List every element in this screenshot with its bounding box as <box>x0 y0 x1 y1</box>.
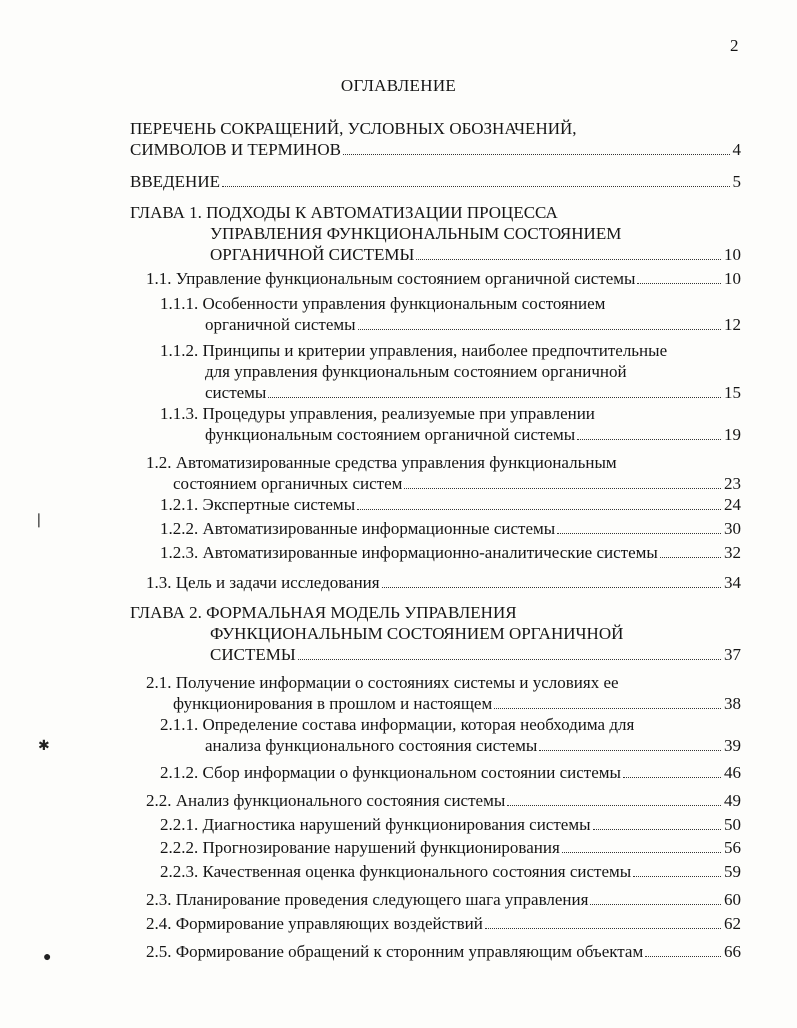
toc-page-number: 39 <box>724 736 741 755</box>
toc-entry-text: 2.1.2. Сбор информации о функциональном состоянии системы <box>160 763 621 782</box>
toc-entry-text: 1.1. Управление функциональным состоянием органичной системы <box>146 269 636 288</box>
scan-speck: ✱ <box>38 739 50 754</box>
toc-page-number: 12 <box>724 315 741 334</box>
toc-page-number: 38 <box>724 694 741 713</box>
dot-leader <box>590 903 721 905</box>
toc-page-number: 60 <box>724 890 741 909</box>
toc-entry[interactable] <box>210 244 741 265</box>
toc-entry-text: 2.1. Получение информации о состояниях системы и условиях ее <box>146 673 619 692</box>
toc-page-number: 59 <box>724 862 741 881</box>
toc-entry-text: ФУНКЦИОНАЛЬНЫМ СОСТОЯНИЕМ ОРГАНИЧНОЙ <box>210 624 624 643</box>
toc-entry-text: функциональным состоянием органичной системы <box>205 425 576 444</box>
toc-entry-text: ГЛАВА 1. ПОДХОДЫ К АВТОМАТИЗАЦИИ ПРОЦЕССА <box>130 203 558 222</box>
toc-page-number: 24 <box>724 495 741 514</box>
toc-entry-text: 2.2.3. Качественная оценка функционального состояния системы <box>160 862 632 881</box>
dot-leader <box>645 955 721 957</box>
toc-entry-text: 2.5. Формирование обращений к сторонним управляющим объектам <box>146 942 644 961</box>
toc-page-number: 10 <box>724 245 741 264</box>
toc-page-number: 32 <box>724 543 741 562</box>
toc-entry-text: 1.2.1. Экспертные системы <box>160 495 356 514</box>
toc-entry-text: ОРГАНИЧНОЙ СИСТЕМЫ <box>210 245 415 264</box>
toc-entry[interactable] <box>146 913 741 934</box>
toc-entry-text: 1.2.3. Автоматизированные информационно-аналитические системы <box>160 543 658 562</box>
toc-entry-text: СИСТЕМЫ <box>210 645 296 664</box>
toc-page-number: 56 <box>724 838 741 857</box>
dot-leader <box>357 508 721 510</box>
toc-entry[interactable] <box>146 941 741 962</box>
toc-entry-text: функционирования в прошлом и настоящем <box>173 694 493 713</box>
dot-leader <box>539 749 721 751</box>
toc-entry[interactable] <box>146 572 741 593</box>
toc-entry-text: ВВЕДЕНИЕ <box>130 172 220 191</box>
toc-page-number: 30 <box>724 519 741 538</box>
toc-entry-text: 2.2.1. Диагностика нарушений функционирования системы <box>160 815 591 834</box>
toc-entry-text: УПРАВЛЕНИЯ ФУНКЦИОНАЛЬНЫМ СОСТОЯНИЕМ <box>210 224 622 243</box>
toc-entry-text: ГЛАВА 2. ФОРМАЛЬНАЯ МОДЕЛЬ УПРАВЛЕНИЯ <box>130 603 517 622</box>
toc-entry[interactable] <box>130 139 741 160</box>
dot-leader <box>485 927 721 929</box>
scan-speck: ● <box>43 950 52 965</box>
toc-entry-text: 1.2. Автоматизированные средства управления функциональным <box>146 453 617 472</box>
dot-leader <box>268 396 721 398</box>
dot-leader <box>494 707 721 709</box>
dot-leader <box>623 776 721 778</box>
toc-page-number: 4 <box>732 140 741 159</box>
toc-entry-text: 1.1.3. Процедуры управления, реализуемые при управлении <box>160 404 595 423</box>
toc-entry-text: 2.2.2. Прогнозирование нарушений функционирования <box>160 838 560 857</box>
toc-entry-text: 1.3. Цель и задачи исследования <box>146 573 380 592</box>
toc-entry-text: для управления функциональным состоянием органичной <box>205 362 627 381</box>
toc-entry-text: 1.1.2. Принципы и критерии управления, наиболее предпочтительные <box>160 341 668 360</box>
dot-leader <box>416 258 721 260</box>
dot-leader <box>557 532 721 534</box>
toc-page-number: 46 <box>724 763 741 782</box>
page-number: 2 <box>730 36 739 55</box>
toc-entry[interactable] <box>173 693 741 714</box>
toc-page-number: 10 <box>724 269 741 288</box>
toc-entry-text: анализа функционального состояния системы <box>205 736 538 755</box>
toc-entry[interactable] <box>205 382 741 403</box>
dot-leader <box>507 804 721 806</box>
scan-speck: ❘ <box>33 513 45 528</box>
dot-leader <box>382 586 721 588</box>
toc-entry[interactable] <box>210 644 741 665</box>
toc-entry-text: 1.2.2. Автоматизированные информационные системы <box>160 519 556 538</box>
toc-entry[interactable] <box>160 837 741 858</box>
toc-title: ОГЛАВЛЕНИЕ <box>340 76 457 95</box>
toc-entry[interactable] <box>146 790 741 811</box>
toc-entry[interactable] <box>173 473 741 494</box>
dot-leader <box>404 487 721 489</box>
toc-entry-text: 2.3. Планирование проведения следующего шага управления <box>146 890 589 909</box>
toc-entry-text: органичной системы <box>205 315 356 334</box>
dot-leader <box>358 328 721 330</box>
dot-leader <box>660 556 721 558</box>
toc-page-number: 19 <box>724 425 741 444</box>
dot-leader <box>593 828 722 830</box>
toc-entry[interactable] <box>205 314 741 335</box>
toc-page-number: 23 <box>724 474 741 493</box>
dot-leader <box>222 185 730 187</box>
toc-page-number: 5 <box>732 172 741 191</box>
toc-page-number: 49 <box>724 791 741 810</box>
toc-entry[interactable] <box>160 494 741 515</box>
toc-entry[interactable] <box>160 518 741 539</box>
toc-entry[interactable] <box>146 889 741 910</box>
toc-entry-text: системы <box>205 383 267 402</box>
toc-entry-text: 2.4. Формирование управляющих воздействий <box>146 914 483 933</box>
toc-page-number: 50 <box>724 815 741 834</box>
toc-entry-text: 2.1.1. Определение состава информации, которая необходима для <box>160 715 635 734</box>
toc-entry[interactable] <box>160 762 741 783</box>
toc-entry[interactable] <box>205 424 741 445</box>
dot-leader <box>298 658 721 660</box>
toc-entry[interactable] <box>146 268 741 289</box>
dot-leader <box>343 153 730 155</box>
toc-page-number: 37 <box>724 645 741 664</box>
toc-page-number: 62 <box>724 914 741 933</box>
dot-leader <box>637 282 721 284</box>
toc-entry-text: ПЕРЕЧЕНЬ СОКРАЩЕНИЙ, УСЛОВНЫХ ОБОЗНАЧЕНИЙ, <box>130 119 577 138</box>
dot-leader <box>562 851 721 853</box>
toc-entry[interactable] <box>130 171 741 192</box>
toc-entry-text: 2.2. Анализ функционального состояния системы <box>146 791 506 810</box>
toc-entry[interactable] <box>160 861 741 882</box>
toc-entry-text: СИМВОЛОВ И ТЕРМИНОВ <box>130 140 341 159</box>
toc-entry[interactable] <box>160 542 741 563</box>
toc-page-number: 15 <box>724 383 741 402</box>
dot-leader <box>577 438 721 440</box>
toc-page-number: 66 <box>724 942 741 961</box>
toc-page-number: 34 <box>724 573 741 592</box>
toc-entry-text: состоянием органичных систем <box>173 474 403 493</box>
toc-entry-text: 1.1.1. Особенности управления функциональным состоянием <box>160 294 606 313</box>
toc-entry[interactable] <box>205 735 741 756</box>
toc-entry[interactable] <box>160 814 741 835</box>
dot-leader <box>633 875 721 877</box>
